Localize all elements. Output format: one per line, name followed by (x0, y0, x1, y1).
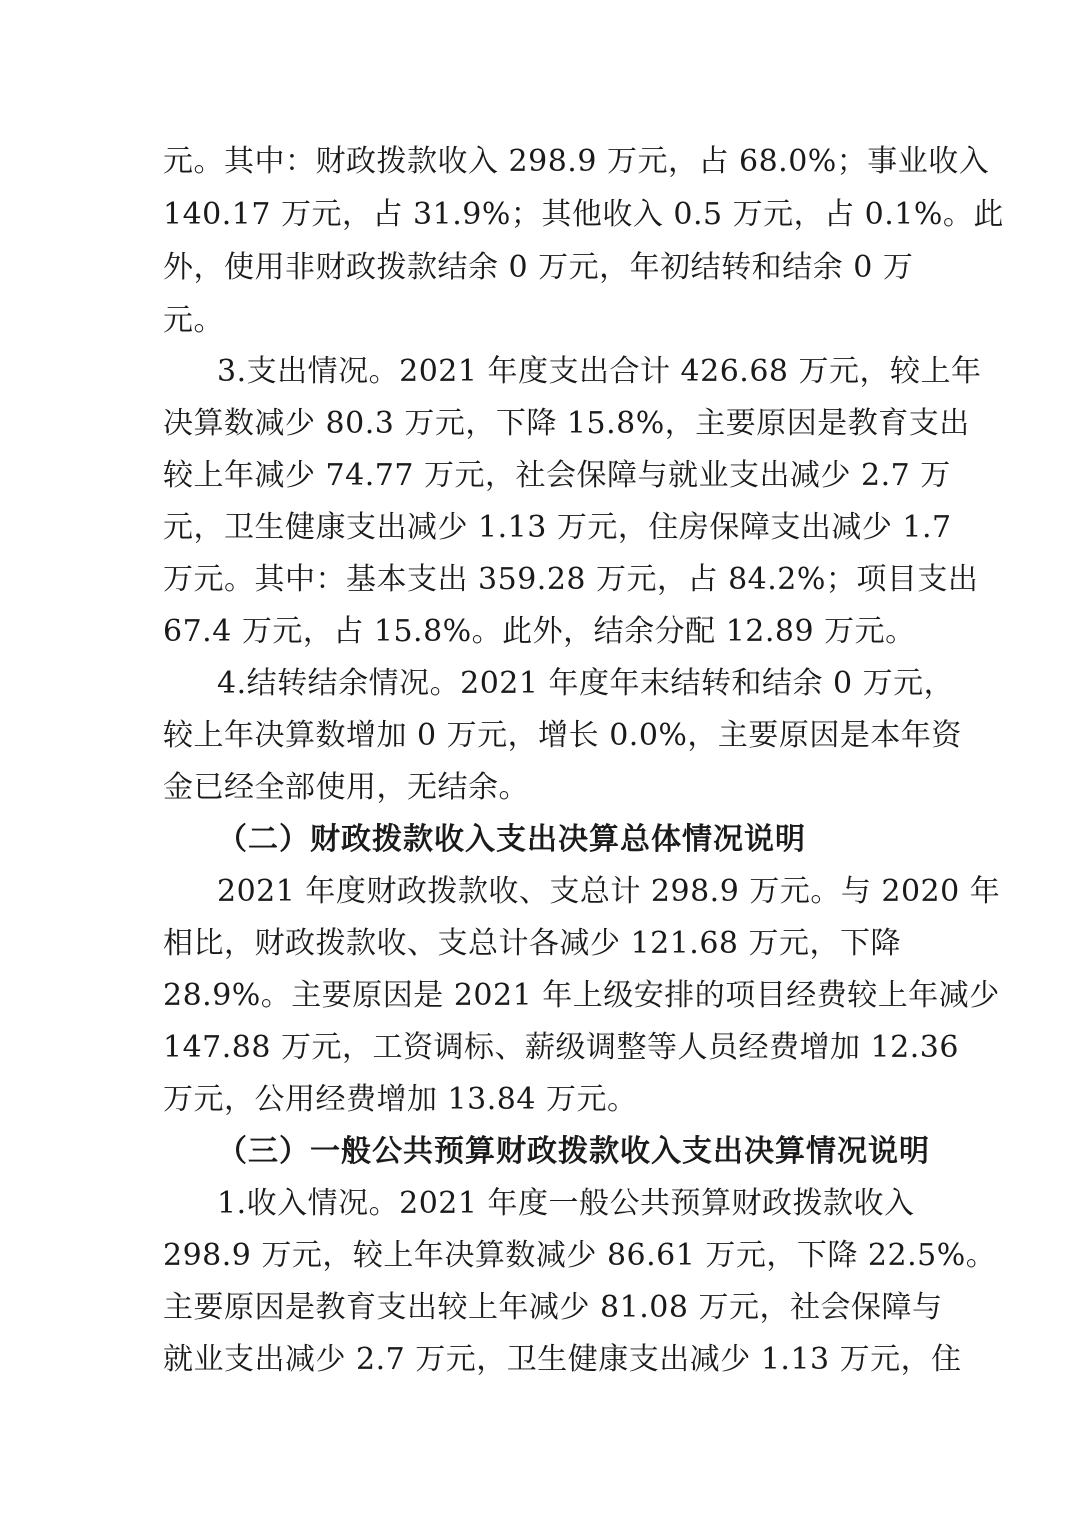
body-text-line: 较上年减少 74.77 万元，社会保障与就业支出减少 2.7 万 (163, 458, 951, 493)
body-text-line: 28.9%。主要原因是 2021 年上级安排的项目经费较上年减少 (163, 978, 1000, 1013)
body-text-line: 298.9 万元，较上年决算数减少 86.61 万元，下降 22.5%。 (163, 1238, 997, 1273)
body-text-line: 140.17 万元，占 31.9%；其他收入 0.5 万元，占 0.1%。此 (163, 197, 1004, 232)
body-text-line: 外，使用非财政拨款结余 0 万元，年初结转和结余 0 万 (163, 250, 914, 285)
section-heading: （三）一般公共预算财政拨款收入支出决算情况说明 (217, 1134, 930, 1169)
body-text-line: 主要原因是教育支出较上年减少 81.08 万元，社会保障与 (163, 1290, 943, 1325)
body-text-line: 就业支出减少 2.7 万元，卫生健康支出减少 1.13 万元，住 (163, 1342, 962, 1377)
body-text-line: 147.88 万元，工资调标、薪级调整等人员经费增加 12.36 (163, 1030, 959, 1065)
body-text-line: 元。 (163, 303, 224, 338)
body-text-line: 元，卫生健康支出减少 1.13 万元，住房保障支出减少 1.7 (163, 510, 952, 545)
body-text-line: 相比，财政拨款收、支总计各减少 121.68 万元，下降 (163, 926, 902, 961)
section-heading: （二）财政拨款收入支出决算总体情况说明 (217, 822, 806, 857)
paragraph-start-line: 1.收入情况。2021 年度一般公共预算财政拨款收入 (217, 1186, 915, 1221)
paragraph-start-line: 4.结转结余情况。2021 年度年末结转和结余 0 万元， (217, 666, 955, 701)
body-text-line: 万元。其中：基本支出 359.28 万元，占 84.2%；项目支出 (163, 562, 979, 597)
body-text-line: 万元，公用经费增加 13.84 万元。 (163, 1082, 638, 1117)
body-text-line: 金已经全部使用，无结余。 (163, 770, 529, 805)
body-text-line: 67.4 万元，占 15.8%。此外，结余分配 12.89 万元。 (163, 614, 916, 649)
body-text-line: 较上年决算数增加 0 万元，增长 0.0%，主要原因是本年资 (163, 718, 962, 753)
paragraph-start-line: 3.支出情况。2021 年度支出合计 426.68 万元，较上年 (217, 354, 982, 389)
body-text-line: 决算数减少 80.3 万元，下降 15.8%，主要原因是教育支出 (163, 406, 970, 441)
body-text-line: 元。其中：财政拨款收入 298.9 万元，占 68.0%；事业收入 (163, 144, 990, 179)
paragraph-start-line: 2021 年度财政拨款收、支总计 298.9 万元。与 2020 年 (217, 874, 1001, 909)
